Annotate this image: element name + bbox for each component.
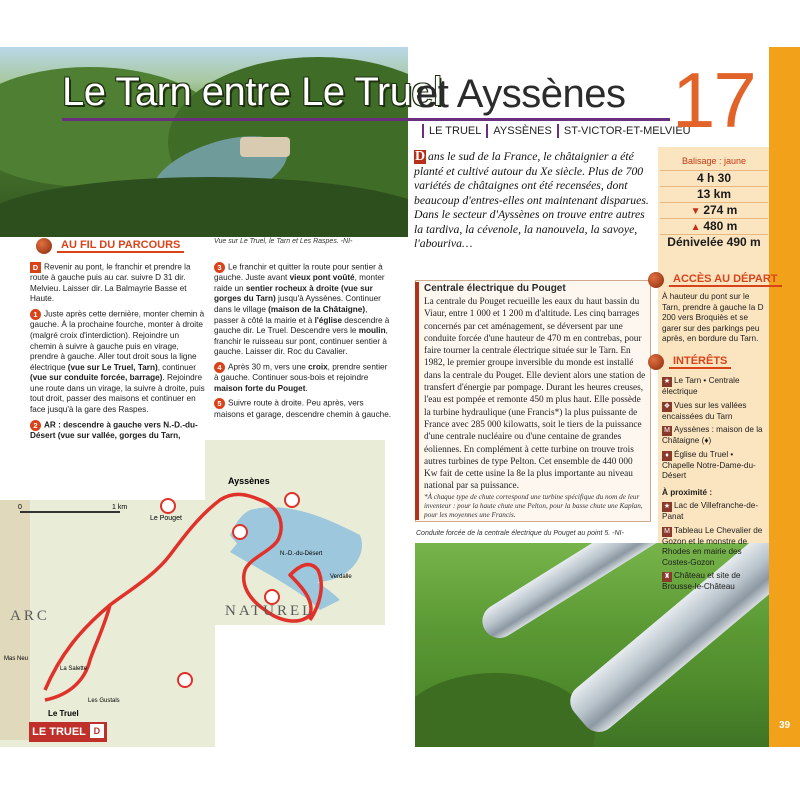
museum-icon: M [662,527,672,537]
proximity-item: ♜ Château et site de Brousse-le-Château [662,571,741,591]
route-step: 1 Juste après cette dernière, monter chemin à gauche. À la prochaine fourche, monter à droite (malgré croix d'interdiction). Rejoindre un chemin à suivre à gauche puis en virage, prendre à gauche. Aller tout droit sous la ligne électrique (vue sur Le Truel, Tarn), continuer (vue sur conduite forcée, barrage). Rejoindre une route dans un virage, la suivre à droite, puis tout droit, passer des maisons et continuer en face jusqu'à la gare des Raspes. [30,309,205,415]
proximity-label: À proximité : [662,487,713,497]
route-step: 3 Le franchir et quitter la route pour sentier à gauche. Juste avant vieux pont voûté, monter raide un sentier rocheux à droite (vue sur gorges du Tarn) jusqu'à Ayssènes. Continuer dans le village (maison de la Châtaigne), passer à côté la mairie et à l'église descendre à gauche dir. Le Truel. Descendre vers le moulin, franchir le ruisseau sur pont, continuer sentier à gauche. Laisser dir. Roc du Cavalier. [214,262,390,357]
stat-denivele: Dénivelée 490 m [660,234,768,250]
header-photo-caption: Vue sur Le Truel, le Tarn et Les Raspes. -NI- [214,238,353,245]
stat-ascent: ▲ 480 m [660,218,768,234]
info-box-footnote: *À chaque type de chute correspond une turbine spécifique du nom de leur inventeur : pour la haute chute une Pelton, pour la basse chute une Kaplan, pour les moyennes une Francis. [424,493,643,519]
bullet-ball-icon [648,354,664,370]
proximity-item: M Tableau Le Chevalier de Gozon et le monstre de Rhodes en mairie des Costes-Gozon [662,525,763,567]
museum-icon: M [662,426,672,436]
waypoint-5 [161,499,175,513]
page-edge-band [769,47,800,747]
step-badge: 3 [214,262,225,273]
hike-stats [660,156,768,250]
step-badge: 5 [214,398,225,409]
route-step: 2 AR : descendre à gauche vers N.-D.-du-Désert (vue sur vallée, gorges du Tarn, [30,420,198,440]
stat-descent: ▼ 274 m [660,202,768,218]
start-badge: D [90,724,104,738]
interest-item: ❖ Vues sur les vallées encaissées du Tarn [662,400,747,421]
pipe-photo-caption: Conduite forcée de la centrale électrique du Pouget au point 5. -NI- [416,530,624,537]
map-label: Les Gustals [88,698,120,704]
viewpoint-icon: ❖ [663,402,671,410]
access-text: À hauteur du pont sur le Tarn, prendre à gauche la D 200 vers Broquiès et se garer sur des parkings peu après, en bordure du Tarn. [662,292,764,343]
place-tag: ST-VICTOR-ET-MELVIEU [557,124,696,138]
waypoint-2 [265,590,279,604]
place-tags [422,124,696,138]
map-label: La Salette [60,666,88,672]
map-label: Ayssènes [228,476,270,486]
map-label: NATUREL [225,603,315,619]
info-box-title: Centrale électrique du Pouget [424,283,566,294]
castle-icon: ♜ [663,573,671,580]
interests-heading: INTÉRÊTS [648,354,731,370]
map-text-mask [215,625,385,747]
info-box-centrale [415,280,651,522]
map-label: Verdalle [330,574,352,580]
route-step: D Revenir au pont, le franchir et prendre la route à gauche puis au car. suivre D 31 dir. Melvieu. Laisser dir. La Balmayrie Basse et Haute. [30,262,191,304]
map-text-mask [0,440,205,500]
balisage: Balisage : jaune [681,156,747,166]
map-label: Mas Neu [4,656,29,662]
star-icon: ★ [663,378,671,385]
interest-item: M Ayssènes : maison de la Châtaigne (♦) [662,425,763,445]
scale-zero: 0 [18,504,22,511]
page-number: 39 [778,720,791,731]
step-badge: 4 [214,362,225,373]
waypoint-4 [233,525,247,539]
bullet-ball-icon [648,272,664,288]
place-tag: LE TRUEL [422,124,486,138]
access-heading: ACCÈS AU DÉPART [648,272,782,288]
hike-number: 17 [672,56,755,144]
map-label: Le Truel [48,709,79,718]
info-box-text: La centrale du Pouget recueille les eaux du haut bassin du Viaur, entre 1 000 et 1 200 m d'altitude. Les cinq barrages concernés par cet aménagement, se déversent par une conduite forcée d'une hauteur de 470 m en contrebas, pour faire tourner la centrale électrique située sur le Tarn. En 1982, le premier groupe inversible du monde est installé dans la centrale du Pouget. Elle devient alors une station de transfert d'énergie par pompage. Durant les heures creuses, l'eau est pompée et remonte 450 m plus haut. Elle possède la turbine hydraulique (une Francis*) la plus puissante de France avec 285 000 kilowatts, soit le tiers de la puissance d'une centrale nucléaire ou d'une centaine de grandes éoliennes. En complément à cette turbine on trouve trois autres turbines de type Pelton. Cet ensemble de 440 000 Kw fait de cette usine la 8e la plus importante au niveau national par sa puissance. [424,297,646,492]
step-badge: 2 [30,420,41,431]
info-box-accent [415,282,419,520]
step-badge: 1 [30,309,41,320]
stat-distance: 13 km [660,186,768,202]
route-column-right [214,262,392,420]
place-tag: AYSSÈNES [486,124,557,138]
interest-item: ♦ Église du Truel • Chapelle Notre-Dame-du-Désert [662,449,756,480]
drop-cap: D [414,149,426,164]
map-label: ARC [10,608,50,624]
star-icon: ★ [663,503,671,510]
route-step: 5 Suivre route à droite. Peu après, vers maisons et garage, descendre chemin à gauche. [214,399,392,419]
step-badge: D [30,262,41,273]
title-underline [62,118,670,121]
scale-km: 1 km [112,504,128,511]
intro-paragraph: D ans le sud de la France, le châtaignier a été planté et cultivé autour du Xe siècle. Plus de 700 variétés de châtaignes ont été recensées, dont beaucoup d'entres-elles ont maintenant disparues. Dans le secteur d'Ayssènes on trouve entre autres la tardiva, la cévenole, la nanouvela, la savoye, l'abouriva… [414,149,649,250]
proximity-item: ★ Lac de Villefranche-de-Panat [662,501,759,521]
route-heading: AU FIL DU PARCOURS [36,238,184,254]
map-label: Le Pouget [150,515,182,522]
route-step: 4 Après 30 m, vers une croix, prendre sentier à gauche. Continuer sous-bois et rejoindre maison forte du Pouget. [214,362,388,393]
start-point-tag: LE TRUEL D [29,722,107,742]
waypoint-3 [285,493,299,507]
interest-item: ★ Le Tarn • Centrale électrique [662,376,740,396]
church-icon: ♦ [662,451,672,461]
waypoint-1 [178,673,192,687]
bullet-ball-icon [36,238,52,254]
stat-duration: 4 h 30 [660,170,768,186]
route-map [0,440,385,747]
page-title-left: Le Tarn entre Le Truel [62,70,442,114]
map-label: N.-D.-du-Désert [280,551,323,557]
interests-list [662,376,766,593]
page-title-right: et Ayssènes [416,72,626,116]
